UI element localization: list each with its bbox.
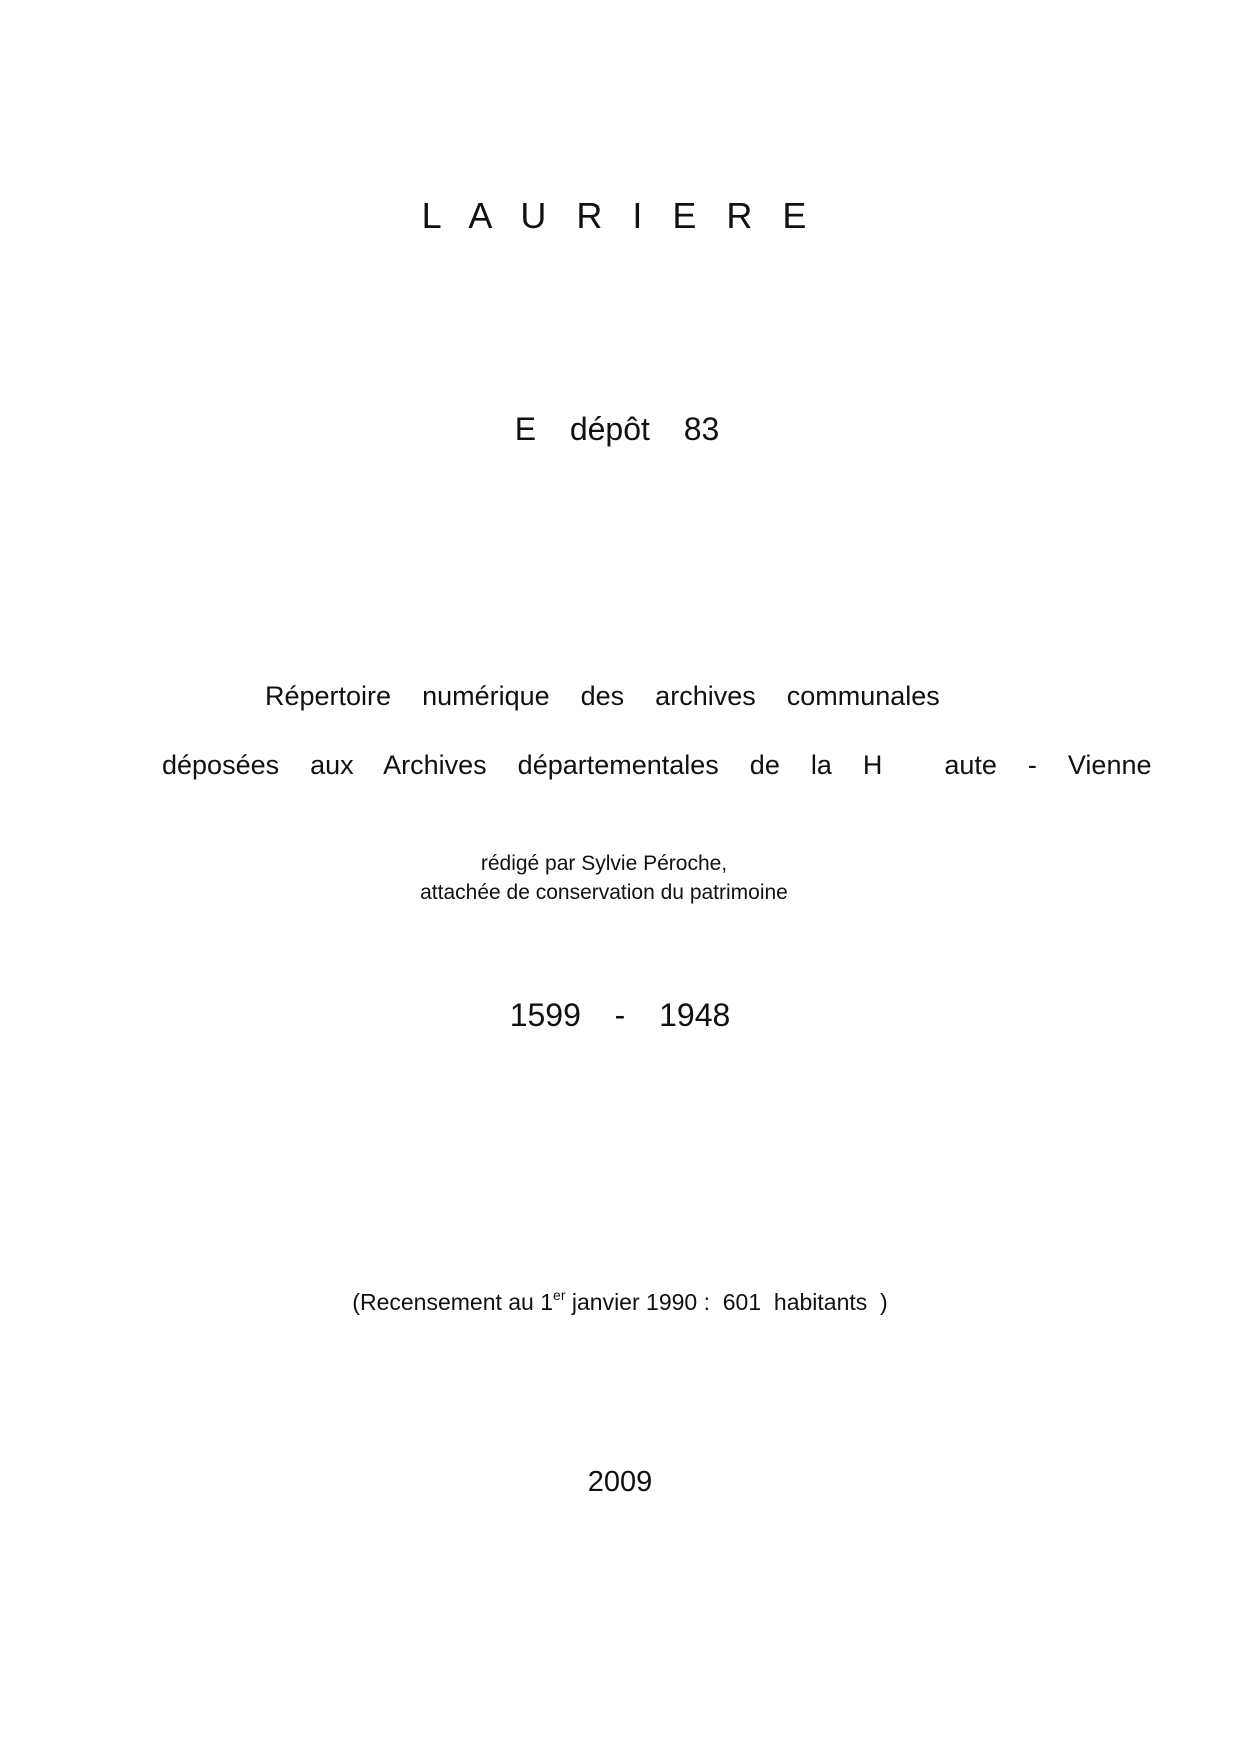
author-line-1: rédigé par Sylvie Péroche, xyxy=(480,852,728,875)
description-line-1: Répertoire numérique des archives communales xyxy=(265,681,940,711)
census-superscript: er xyxy=(553,1287,566,1303)
census-suffix: janvier 1990 : 601 habitants ) xyxy=(565,1289,888,1315)
date-range: 1599 - 1948 xyxy=(509,997,731,1033)
census-prefix: (Recensement au 1 xyxy=(352,1289,554,1315)
depot-reference: E dépôt 83 xyxy=(514,411,720,447)
description-line-2: déposées aux Archives départementales de la H aute - Vienne xyxy=(162,750,1152,780)
publication-year: 2009 xyxy=(587,1466,653,1498)
census-note xyxy=(352,1289,887,1316)
author-line-2: attachée de conservation du patrimoine xyxy=(420,881,788,904)
commune-title: L A U R I E R E xyxy=(421,195,817,236)
